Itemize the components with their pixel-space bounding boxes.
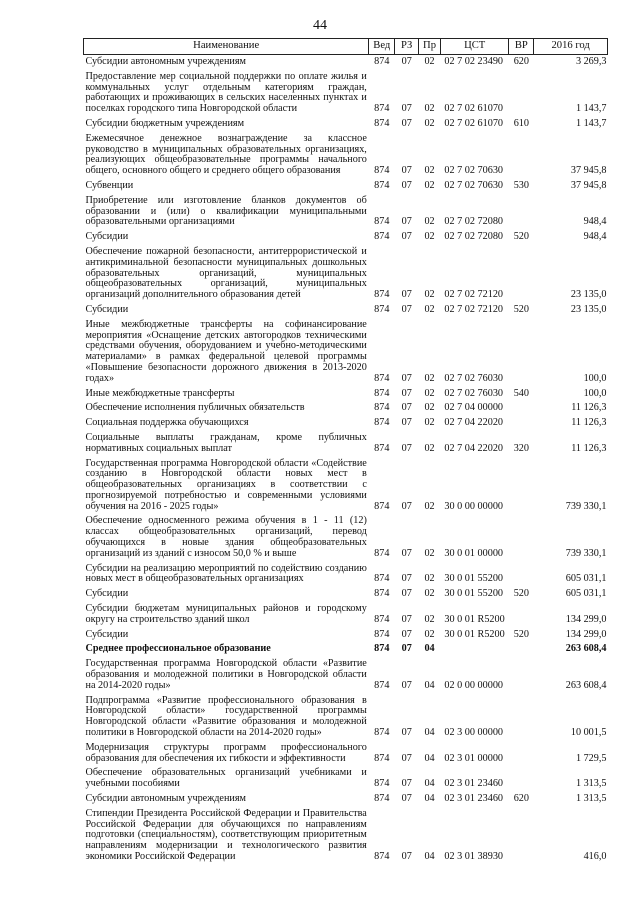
row-rz-cell: 07 <box>401 752 412 764</box>
row-sum-cell: 1 313,5 <box>575 793 607 805</box>
table-row <box>84 194 608 230</box>
row-ved-cell: 874 <box>374 289 390 301</box>
row-sum-cell: 416,0 <box>583 851 607 862</box>
row-pr-cell: 04 <box>424 643 435 655</box>
row-ved-cell: 874 <box>374 56 390 67</box>
table-row <box>84 70 608 117</box>
row-vr-cell: 620 <box>513 793 529 805</box>
row-pr-cell: 02 <box>424 628 435 640</box>
row-pr-cell: 04 <box>424 851 435 862</box>
row-vr-cell <box>509 694 534 741</box>
row-name-cell: Субсидии <box>85 628 129 640</box>
table-row <box>84 602 608 628</box>
row-sum-cell: 23 135,0 <box>570 303 607 315</box>
row-sum-cell: 739 330,1 <box>565 500 607 512</box>
row-pr-cell: 02 <box>424 165 435 177</box>
row-name-cell: Среднее профессиональное образование <box>85 643 271 655</box>
row-rz-cell: 07 <box>401 727 412 739</box>
row-vr-cell <box>509 766 534 792</box>
row-vr-cell: 610 <box>513 117 529 129</box>
row-name-cell: Государственная программа Новгородской области «Содействие созданию в Новгородской области новых мест в общеобразовательных организациях в соответствии с прогнозируемой потребностью и современными условиями обучения на 2016 - 2025 годы» <box>85 457 367 512</box>
row-vr-cell <box>509 401 534 416</box>
row-vr-cell <box>509 70 534 117</box>
row-name-cell: Субсидии <box>85 588 129 600</box>
row-ved-cell: 874 <box>374 679 390 691</box>
row-rz-cell: 07 <box>401 588 412 600</box>
row-name-cell: Ежемесячное денежное вознаграждение за классное руководство в муниципальных образовательных организациях, реализующих общеобразовательные программы начального общего, основного общего и среднего общего образования <box>85 132 367 177</box>
row-sum-cell: 1 313,5 <box>575 778 607 790</box>
table-row <box>84 245 608 303</box>
row-pr-cell: 04 <box>424 778 435 790</box>
row-vr-cell <box>509 562 534 588</box>
row-pr-cell: 02 <box>424 289 435 301</box>
row-pr-cell: 02 <box>424 372 435 384</box>
row-cst-cell <box>440 642 508 657</box>
row-ved-cell: 874 <box>374 628 390 640</box>
table-row <box>84 401 608 416</box>
row-cst-cell: 02 3 01 23460 <box>444 778 503 790</box>
row-pr-cell: 02 <box>424 231 435 243</box>
budget-table <box>83 38 608 865</box>
row-ved-cell: 874 <box>374 851 390 862</box>
row-pr-cell: 04 <box>424 679 435 691</box>
row-sum-cell: 948,4 <box>583 231 607 243</box>
row-rz-cell: 07 <box>401 165 412 177</box>
row-rz-cell: 07 <box>401 778 412 790</box>
row-sum-cell: 11 126,3 <box>571 402 607 414</box>
row-ved-cell: 874 <box>374 417 390 429</box>
table-row <box>84 132 608 179</box>
row-pr-cell: 02 <box>424 216 435 228</box>
table-row <box>84 657 608 693</box>
row-cst-cell: 02 3 00 00000 <box>444 727 503 739</box>
row-sum-cell: 3 269,3 <box>575 56 607 67</box>
row-vr-cell <box>509 514 534 561</box>
table-row <box>84 117 608 132</box>
row-pr-cell: 02 <box>424 56 435 67</box>
row-cst-cell: 30 0 00 00000 <box>444 500 503 512</box>
row-name-cell: Модернизация структуры программ профессионального образования для обеспечения их гибкости и эффективности <box>85 741 367 764</box>
row-ved-cell: 874 <box>374 372 390 384</box>
row-ved-cell: 874 <box>374 643 390 655</box>
row-vr-cell: 320 <box>513 442 529 454</box>
row-vr-cell: 520 <box>513 231 529 243</box>
row-cst-cell: 02 7 02 23490 <box>444 56 503 67</box>
row-ved-cell: 874 <box>374 793 390 805</box>
row-vr-cell: 540 <box>513 387 529 399</box>
row-pr-cell: 02 <box>424 402 435 414</box>
header-pr: Пр <box>419 39 441 55</box>
row-sum-cell: 11 126,3 <box>571 442 607 454</box>
row-ved-cell: 874 <box>374 588 390 600</box>
row-pr-cell: 04 <box>424 752 435 764</box>
row-name-cell: Предоставление мер социальной поддержки по оплате жилья и коммунальных услуг отдельным категориям граждан, работающих и проживающих в сельских населенных пунктах и поселках городского типа Новгородской области <box>85 70 367 115</box>
row-name-cell: Субсидии бюджетным учреждениям <box>85 117 245 129</box>
row-pr-cell: 02 <box>424 417 435 429</box>
row-vr-cell <box>509 807 534 865</box>
row-cst-cell: 02 7 02 72120 <box>444 289 503 301</box>
row-pr-cell: 04 <box>424 727 435 739</box>
table-row <box>84 416 608 431</box>
row-name-cell: Обеспечение пожарной безопасности, антитеррористической и антикриминальной безопасности муниципальных дошкольных образовательных организаций, муниципальных общеобразовательных организаций, муниципальных организаций дополнительного образования детей <box>85 245 367 301</box>
row-name-cell: Иные межбюджетные трансферты на софинансирование мероприятия «Оснащение детских автогородков техническими средствами обучения, оборудованием и учебно-методическими материалами» в рамках федеральной целевой программы «Повышение безопасности дорожного движения в 2013-2020 годах» <box>85 318 367 384</box>
row-name-cell: Субсидии на реализацию мероприятий по содействию созданию новых мест в общеобразовательных организациях <box>85 562 367 585</box>
row-name-cell: Приобретение или изготовление бланков документов об образовании и (или) о квалификации муниципальными образовательными организациями <box>85 194 367 228</box>
header-vr: ВР <box>509 39 534 55</box>
row-sum-cell: 11 126,3 <box>571 417 607 429</box>
header-rz: РЗ <box>395 39 419 55</box>
row-ved-cell: 874 <box>374 613 390 625</box>
row-pr-cell: 02 <box>424 387 435 399</box>
row-cst-cell: 02 7 04 22020 <box>444 442 503 454</box>
row-cst-cell: 02 7 02 72120 <box>444 303 503 315</box>
row-name-cell: Обеспечение исполнения публичных обязательств <box>85 402 305 414</box>
row-rz-cell: 07 <box>401 417 412 429</box>
row-rz-cell: 07 <box>401 613 412 625</box>
row-cst-cell: 02 7 02 70630 <box>444 165 503 177</box>
table-row <box>84 318 608 387</box>
row-pr-cell: 02 <box>424 103 435 115</box>
row-rz-cell: 07 <box>401 372 412 384</box>
row-ved-cell: 874 <box>374 165 390 177</box>
row-sum-cell: 1 143,7 <box>575 117 607 129</box>
table-row <box>84 562 608 588</box>
row-pr-cell: 02 <box>424 117 435 129</box>
row-name-cell: Субсидии автономным учреждениям <box>85 56 246 67</box>
row-vr-cell: 620 <box>513 56 529 67</box>
row-rz-cell: 07 <box>401 500 412 512</box>
row-vr-cell <box>509 318 534 387</box>
table-row <box>84 766 608 792</box>
row-cst-cell: 30 0 01 00000 <box>444 547 503 559</box>
row-rz-cell: 07 <box>401 387 412 399</box>
table-row <box>84 694 608 741</box>
row-vr-cell <box>509 657 534 693</box>
row-sum-cell: 37 945,8 <box>570 165 607 177</box>
page-number: 44 <box>313 18 327 33</box>
row-cst-cell: 02 7 04 00000 <box>444 402 503 414</box>
row-sum-cell: 134 299,0 <box>565 613 607 625</box>
row-rz-cell: 07 <box>401 851 412 862</box>
row-rz-cell: 07 <box>401 442 412 454</box>
table-row <box>84 431 608 457</box>
row-pr-cell: 02 <box>424 303 435 315</box>
row-sum-cell: 10 001,5 <box>570 727 607 739</box>
row-rz-cell: 07 <box>401 573 412 585</box>
row-name-cell: Субвенции <box>85 179 134 191</box>
row-name-cell: Субсидии бюджетам муниципальных районов и городскому округу на строительство зданий школ <box>85 603 367 625</box>
row-cst-cell: 02 7 02 61070 <box>444 103 503 115</box>
row-name-cell: Социальная поддержка обучающихся <box>85 417 249 429</box>
row-cst-cell: 30 0 01 R5200 <box>444 628 505 640</box>
row-ved-cell: 874 <box>374 103 390 115</box>
row-rz-cell: 07 <box>401 231 412 243</box>
row-ved-cell: 874 <box>374 500 390 512</box>
row-rz-cell: 07 <box>401 679 412 691</box>
row-name-cell: Социальные выплаты гражданам, кроме публичных нормативных социальных выплат <box>85 431 367 454</box>
table-row <box>84 387 608 402</box>
row-rz-cell: 07 <box>401 117 412 129</box>
row-pr-cell: 02 <box>424 179 435 191</box>
row-cst-cell: 30 0 01 R5200 <box>444 613 505 625</box>
table-row <box>84 792 608 807</box>
row-sum-cell: 605 031,1 <box>565 573 607 585</box>
row-cst-cell: 02 0 00 00000 <box>444 679 503 691</box>
row-name-cell: Подпрограмма «Развитие профессионального образования в Новгородской области» государственной программы Новгородской области «Развитие образования и молодежной политики в Новгородской области на 2014-2020 годы» <box>85 694 367 739</box>
row-ved-cell: 874 <box>374 573 390 585</box>
row-cst-cell: 30 0 01 55200 <box>444 573 503 585</box>
row-pr-cell: 02 <box>424 613 435 625</box>
row-sum-cell: 23 135,0 <box>570 289 607 301</box>
row-vr-cell <box>509 741 534 767</box>
row-sum-cell: 100,0 <box>583 372 607 384</box>
row-sum-cell: 134 299,0 <box>565 628 607 640</box>
table-row <box>84 179 608 194</box>
row-name-cell: Стипендии Президента Российской Федерации и Правительства Российской Федерации для обучающихся по направлениям подготовки (специальностям), соответствующим приоритетным направлениям модернизации и технологического развития экономики Российской Федерации <box>85 807 367 862</box>
row-cst-cell: 02 3 01 00000 <box>444 752 503 764</box>
row-ved-cell: 874 <box>374 727 390 739</box>
row-ved-cell: 874 <box>374 752 390 764</box>
row-rz-cell: 07 <box>401 289 412 301</box>
header-name: Наименование <box>84 39 369 55</box>
row-rz-cell: 07 <box>401 216 412 228</box>
row-pr-cell: 02 <box>424 442 435 454</box>
row-rz-cell: 07 <box>401 303 412 315</box>
row-cst-cell: 02 7 02 61070 <box>444 117 503 129</box>
row-name-cell: Субсидии <box>85 303 129 315</box>
row-ved-cell: 874 <box>374 442 390 454</box>
row-sum-cell: 263 608,4 <box>565 643 607 655</box>
row-rz-cell: 07 <box>401 103 412 115</box>
row-ved-cell: 874 <box>374 117 390 129</box>
row-sum-cell: 100,0 <box>583 387 607 399</box>
table-row <box>84 55 608 70</box>
row-cst-cell: 30 0 01 55200 <box>444 588 503 600</box>
row-pr-cell: 02 <box>424 547 435 559</box>
row-ved-cell: 874 <box>374 387 390 399</box>
row-rz-cell: 07 <box>401 628 412 640</box>
row-name-cell: Субсидии автономным учреждениям <box>85 793 246 805</box>
row-sum-cell: 948,4 <box>583 216 607 228</box>
row-ved-cell: 874 <box>374 778 390 790</box>
row-cst-cell: 02 7 02 72080 <box>444 216 503 228</box>
row-ved-cell: 874 <box>374 231 390 243</box>
table-row <box>84 457 608 515</box>
row-vr-cell <box>509 194 534 230</box>
table-row <box>84 628 608 643</box>
row-rz-cell: 07 <box>401 643 412 655</box>
table-header-row <box>84 39 608 55</box>
row-cst-cell: 02 7 02 76030 <box>444 372 503 384</box>
table-row <box>84 514 608 561</box>
row-vr-cell: 520 <box>513 303 529 315</box>
table-row <box>84 642 608 657</box>
row-sum-cell: 263 608,4 <box>565 679 607 691</box>
row-sum-cell: 37 945,8 <box>570 179 607 191</box>
row-sum-cell: 1 143,7 <box>575 103 607 115</box>
row-ved-cell: 874 <box>374 547 390 559</box>
row-ved-cell: 874 <box>374 179 390 191</box>
row-name-cell: Государственная программа Новгородской области «Развитие образования и молодежной политики в Новгородской области на 2014-2020 годы» <box>85 658 367 691</box>
row-cst-cell: 02 7 02 70630 <box>444 179 503 191</box>
row-vr-cell <box>509 642 534 657</box>
row-pr-cell: 02 <box>424 500 435 512</box>
table-row <box>84 807 608 865</box>
row-sum-cell: 605 031,1 <box>565 588 607 600</box>
table-row <box>84 303 608 318</box>
row-cst-cell: 02 3 01 38930 <box>444 851 503 862</box>
row-vr-cell <box>509 132 534 179</box>
row-rz-cell: 07 <box>401 547 412 559</box>
row-pr-cell: 04 <box>424 793 435 805</box>
row-vr-cell <box>509 245 534 303</box>
row-vr-cell <box>509 416 534 431</box>
row-vr-cell <box>509 602 534 628</box>
row-pr-cell: 02 <box>424 573 435 585</box>
row-ved-cell: 874 <box>374 216 390 228</box>
header-ved: Вед <box>369 39 395 55</box>
row-name-cell: Субсидии <box>85 231 129 243</box>
row-rz-cell: 07 <box>401 402 412 414</box>
row-ved-cell: 874 <box>374 303 390 315</box>
row-name-cell: Обеспечение односменного режима обучения в 1 - 11 (12) классах общеобразовательных организаций, перевод обучающихся в новые здания общеобразовательных организаций из зданий с износом 50,0 % и выше <box>85 515 367 559</box>
row-vr-cell: 520 <box>513 628 529 640</box>
header-cst: ЦСТ <box>440 39 508 55</box>
row-rz-cell: 07 <box>401 793 412 805</box>
row-cst-cell: 02 3 01 23460 <box>444 793 503 805</box>
row-name-cell: Обеспечение образовательных организаций учебниками и учебными пособиями <box>85 767 367 790</box>
row-vr-cell: 530 <box>513 179 529 191</box>
row-cst-cell: 02 7 02 72080 <box>444 231 503 243</box>
row-pr-cell: 02 <box>424 588 435 600</box>
header-year: 2016 год <box>534 39 608 55</box>
row-vr-cell <box>509 457 534 515</box>
row-cst-cell: 02 7 04 22020 <box>444 417 503 429</box>
table-row <box>84 741 608 767</box>
budget-table-body <box>84 55 608 865</box>
table-row <box>84 587 608 602</box>
row-vr-cell: 520 <box>513 588 529 600</box>
row-sum-cell: 739 330,1 <box>565 547 607 559</box>
table-row <box>84 230 608 245</box>
row-name-cell: Иные межбюджетные трансферты <box>85 387 235 399</box>
row-ved-cell: 874 <box>374 402 390 414</box>
row-rz-cell: 07 <box>401 56 412 67</box>
row-sum-cell: 1 729,5 <box>575 752 607 764</box>
row-cst-cell: 02 7 02 76030 <box>444 387 503 399</box>
row-rz-cell: 07 <box>401 179 412 191</box>
